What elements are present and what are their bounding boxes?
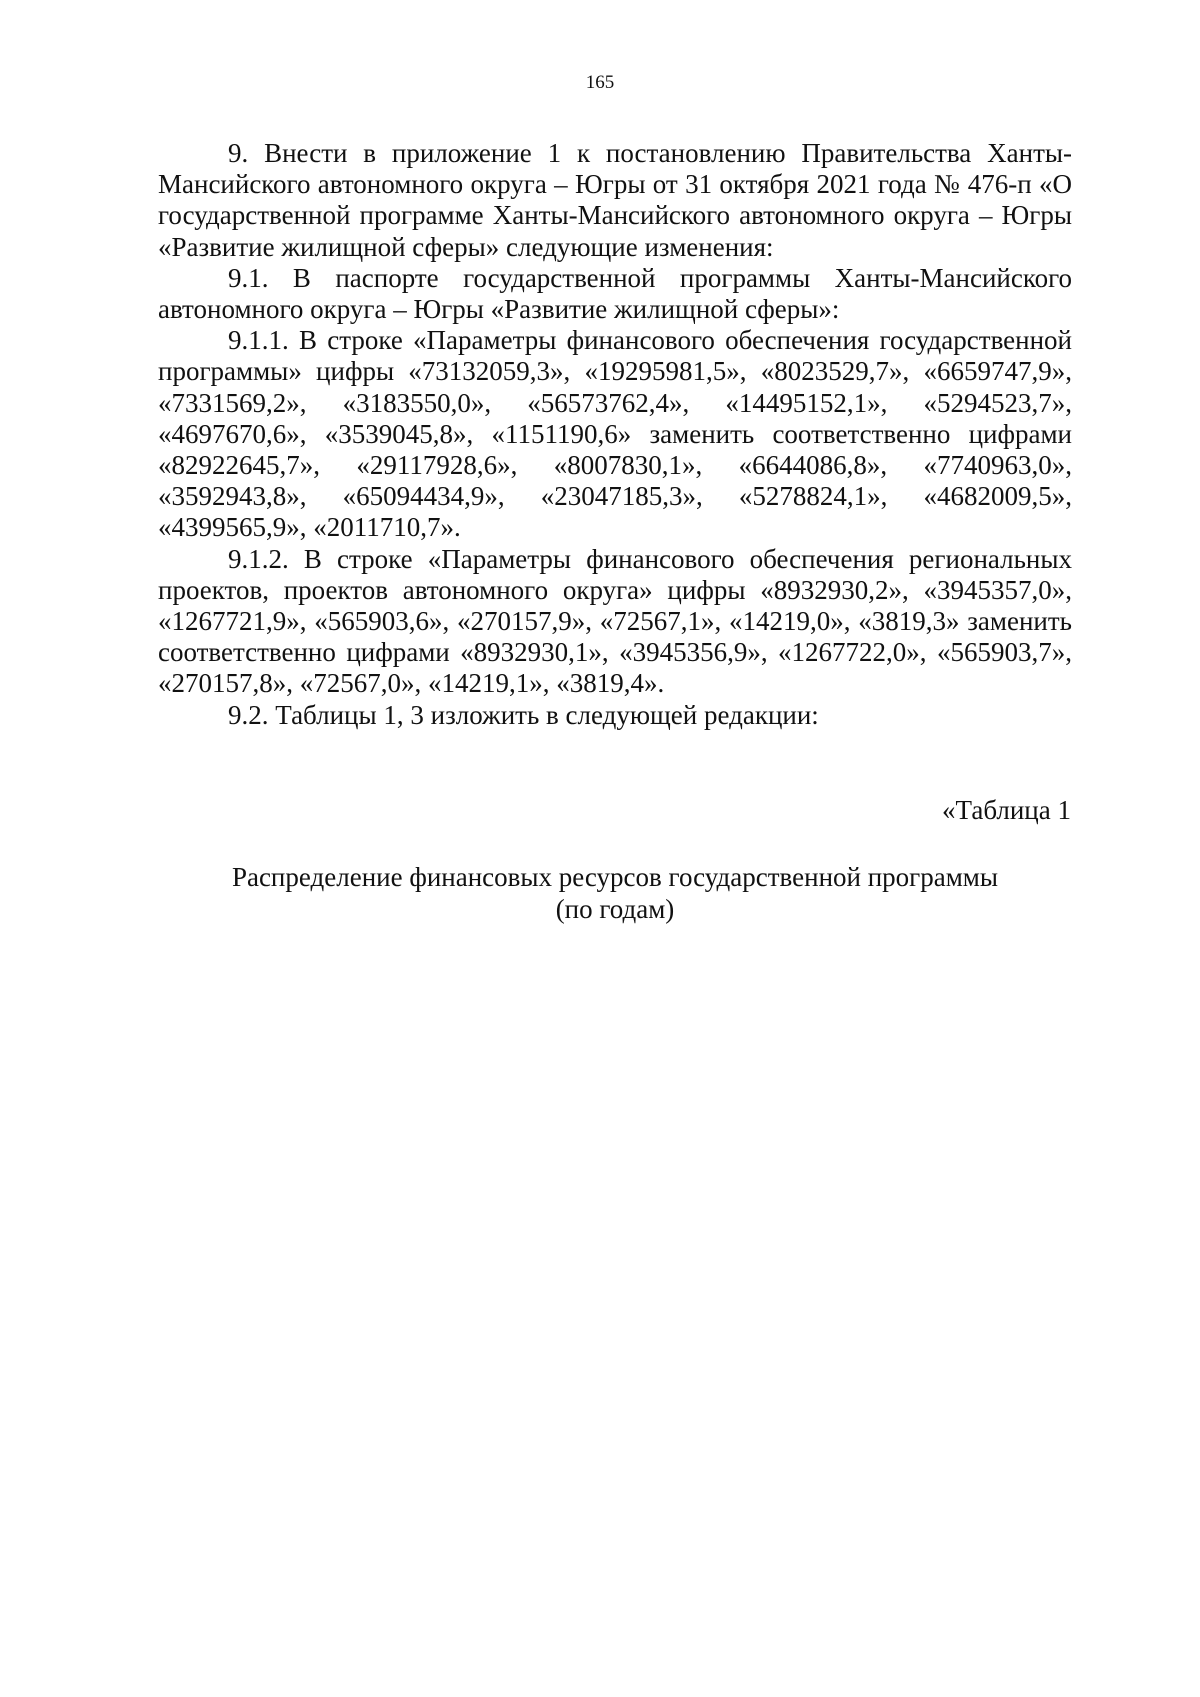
paragraph-9-1: 9.1. В паспорте государственной программы Ханты-Мансийского автономного округа – Югры «Развитие жилищной сферы»: — [158, 262, 1072, 325]
table-caption: «Таблица 1 — [942, 795, 1071, 825]
paragraph-9-2: 9.2. Таблицы 1, 3 изложить в следующей редакции: — [228, 699, 819, 730]
paragraph-9: 9. Внести в приложение 1 к постановлению Правительства Ханты-Мансийского автономного округа – Югры от 31 октября 2021 года № 476-п «О государственной программе Ханты-Мансийского автономного округа – Югры «Развитие жилищной сферы» следующие изменения: — [158, 138, 1072, 262]
document-body — [158, 138, 1072, 731]
table-title-line-2: (по годам) — [555, 893, 675, 924]
page-number: 165 — [585, 72, 615, 93]
paragraph-9-1-2: 9.1.2. В строке «Параметры финансового обеспечения региональных проектов, проектов автономного округа» цифры «8932930,2», «3945357,0», «1267721,9», «565903,6», «270157,9», «72567,1», «14219,0», «3819,3» заменить соответственно цифрами «8932930,1», «3945356,9», «1267722,0», «565903,7», «270157,8», «72567,0», «14219,1», «3819,4». — [158, 543, 1072, 699]
table-title-line-1: Распределение финансовых ресурсов государственной программы — [231, 862, 999, 892]
paragraph-9-1-1: 9.1.1. В строке «Параметры финансового обеспечения государственной программы» цифры «73132059,3», «19295981,5», «8023529,7», «6659747,9», «7331569,2», «3183550,0», «56573762,4», «14495152,1», «5294523,7», «4697670,6», «3539045,8», «1151190,6» заменить соответственно цифрами «82922645,7», «29117928,6», «8007830,1», «6644086,8», «7740963,0», «3592943,8», «65094434,9», «23047185,3», «5278824,1», «4682009,5», «4399565,9», «2011710,7». — [158, 325, 1072, 543]
table-title — [158, 862, 1072, 925]
